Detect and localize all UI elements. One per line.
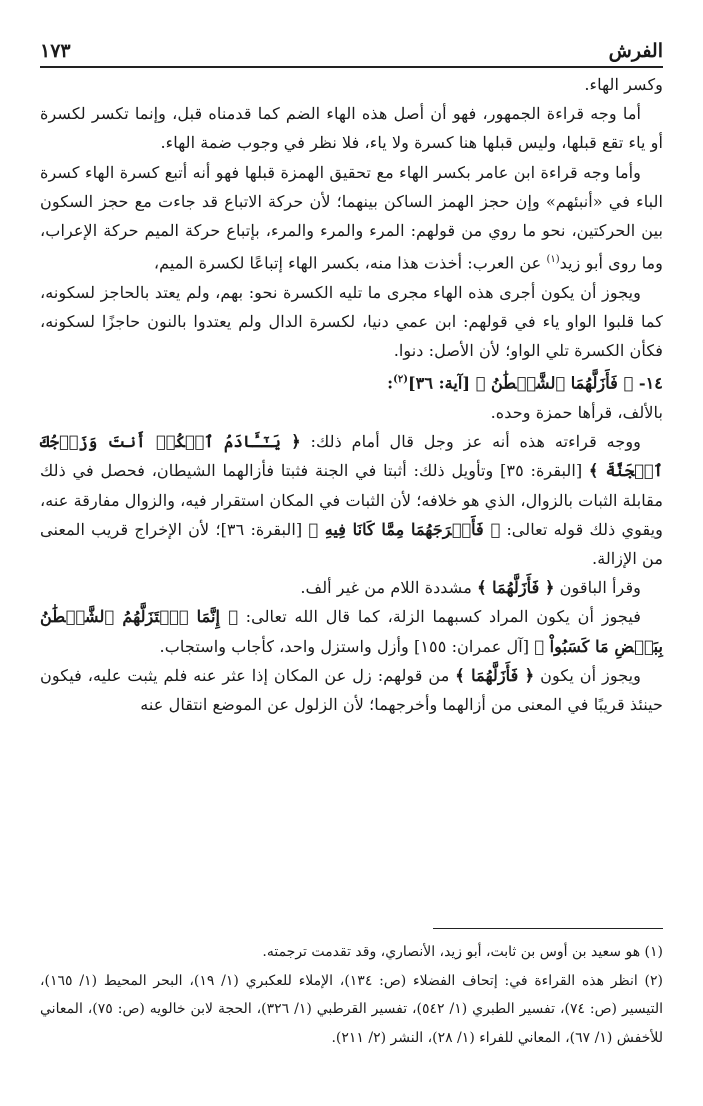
footnote-2: (٢) انظر هذه القراءة في: إتحاف الفضلاء (ص: ١٣٤)، الإملاء للعكبري (١/ ١٩)، البحر المحيط (١/ ١٦٥)، التيسير (ص: ٧٤)، تفسير الطبري (١/ ٥٤٢)، تفسير القرطبي (١/ ٣٢٦)، الحجة لابن خالويه (ص: ٧٥)، المعاني للأخفش (١/ ٦٧)، المعاني للفراء (١/ ٢٨)، النشر (٢/ ٢١١). — [40, 972, 663, 1046]
section-heading-14 — [40, 365, 663, 398]
paragraph-6-a: ووجه قراءته هذه أنه عز وجل قال أمام ذلك: — [300, 432, 641, 452]
paragraph-9-b: من قولهم: زل عن المكان إذا عثر عنه فلم يثبت عليه، فيكون حينئذ قريبًا في المعنى من أزالهما وأخرجهما؛ لأن الزلول عن الموضع انتقال عنه — [40, 665, 663, 715]
paragraph-1: وكسر الهاء. — [584, 75, 663, 94]
paragraph-9-a: ويجوز أن يكون — [534, 665, 641, 685]
header-divider — [40, 66, 663, 68]
heading-ayah: [آية: ٣٦] — [407, 373, 476, 393]
paragraph-5: بالألف، قرأها حمزة وحده. — [490, 403, 663, 423]
paragraph-6 — [40, 427, 663, 573]
verse-quote-5: ﴿ فَأَزَلَّهُمَا ﴾ — [455, 665, 535, 685]
paragraph-9 — [40, 661, 663, 719]
paragraph-7-a: وقرأ الباقون — [554, 578, 641, 598]
paragraph-3-text: وأما وجه قراءة ابن عامر بكسر الهاء مع تحقيق الهمزة قبلها فهو أنه أتبع كسرة الهاء كسرة الباء في «أنبئهم» وإن حجز الهمز الساكن بينهما؛ لأن حركة الاتباع قد جاءت مع حجز السكون بين الحركتين، نحو ما روي من قولهم: المرء والمرء والمرء، بإتباع حركة الميم حركة الإعراب، وما روى أبو زيد — [40, 162, 663, 273]
page-number: ١٧٣ — [40, 40, 71, 62]
paragraph-6-b: [البقرة: ٣٥] وتأويل ذلك: أثبتا في الجنة فثبتا فأزالهما الشيطان، فحصل في ذلك مقابلة الثبات بالزوال، الذي هو خلافه؛ لأن الثبات في المكان استقرار فيه، والزوال مفارقة عنه، ويقوي ذلك قوله تعالى: — [40, 461, 664, 539]
paragraph-8-b: [آل عمران: ١٥٥] وأزل واستزل واحد، كأجاب واستجاب. — [159, 636, 535, 656]
paragraph-2: أما وجه قراءة الجمهور، فهو أن أصل هذه الهاء الضم كما قدمناه قبل، وإنما تكسر لكسرة أو ياء تقع قبلها، وليس قبلها هنا كسرة ولا ياء، فلا نظر في وجوب ضمة الهاء. — [40, 104, 663, 153]
heading-verse: ﴿ فَأَزَلَّهُمَا ٱلشَّيۡطَٰنُ ﴾ — [475, 373, 634, 393]
footnote-divider — [433, 928, 663, 929]
paragraph-3-end: عن العرب: أخذت هذا منه، بكسر الهاء إتباعًا لكسرة الميم، — [153, 253, 547, 273]
running-title: الفرش — [608, 40, 663, 62]
paragraph-7-b: مشددة اللام من غير ألف. — [300, 578, 478, 598]
footnote-ref-2: (٢) — [393, 374, 408, 386]
paragraph-6-c: [البقرة: ٣٦]؛ لأن الإخراج قريب المعنى من الإزالة. — [40, 519, 663, 569]
verse-quote-2: ﴿ فَأَخۡرَجَهُمَا مِمَّا كَانَا فِيهِ ﴾ — [308, 519, 501, 539]
footnotes — [40, 938, 663, 1052]
page-header — [40, 22, 663, 62]
paragraph-7 — [40, 573, 663, 602]
verse-quote-3: ﴿ فَأَزَلَّهُمَا ﴾ — [477, 578, 555, 598]
paragraph-4: ويجوز أن يكون أجرى هذه الهاء مجرى ما تليه الكسرة نحو: بهم، ولم يعتد بالحاجز لسكونه، كما قلبوا الواو ياء في قولهم: ابن عمي دنيا، لكسرة الدال ولم يعتدوا بالنون حاجزًا لسكونه، فكأن الكسرة تلي الواو؛ لأن الأصل: دنوا. — [40, 282, 663, 361]
footnote-ref-1: (١) — [546, 254, 560, 266]
paragraph-8-a: فيجوز أن يكون المراد كسبهما الزلة، كما قال الله تعالى: — [237, 607, 642, 627]
paragraph-3 — [40, 158, 663, 278]
heading-number: ١٤- — [633, 373, 663, 393]
main-text — [40, 70, 663, 719]
verse-quote-1: ﴿ يَـٰٓـَٔادَمُ ٱسۡكُنۡ أَنتَ وَزَوۡجُكَ ٱلۡجَنَّةَ ﴾ — [40, 432, 663, 481]
footnote-1: (١) هو سعيد بن أوس بن ثابت، أبو زيد، الأنصاري، وقد تقدمت ترجمته. — [262, 944, 663, 960]
paragraph-8 — [40, 602, 663, 660]
verse-quote-4: ﴿ إِنَّمَا ٱسۡتَزَلَّهُمُ ٱلشَّيۡطَٰنُ بِبَعۡضِ مَا كَسَبُواْ ﴾ — [40, 607, 663, 656]
heading-end: : — [387, 373, 394, 393]
